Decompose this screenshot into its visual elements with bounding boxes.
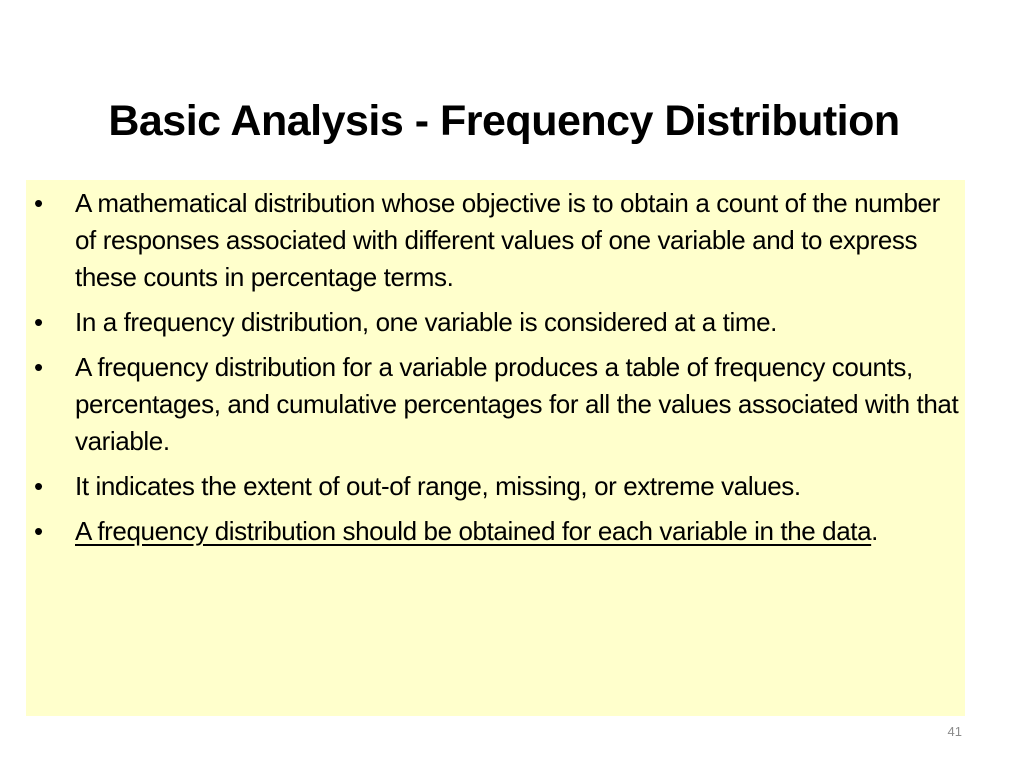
bullet-icon: • [34, 516, 43, 546]
bullet-text: A mathematical distribution whose objective is to obtain a count of the number of responses associated with different values of one variable and to express these counts in percentage terms. [75, 188, 940, 292]
bullet-list [34, 185, 959, 558]
bullet-text: It indicates the extent of out-of range, missing, or extreme values. [75, 471, 801, 501]
bullet-icon: • [34, 307, 43, 337]
bullet-icon: • [34, 352, 43, 382]
bullet-icon: • [34, 471, 43, 501]
bullet-item [34, 185, 959, 296]
bullet-item [34, 513, 959, 550]
bullet-item [34, 468, 959, 505]
bullet-text-underlined: A frequency distribution should be obtained for each variable in the data [75, 516, 872, 546]
bullet-item [34, 304, 959, 341]
bullet-item [34, 349, 959, 460]
bullet-trailing-period: . [871, 516, 878, 546]
content-box [26, 180, 965, 716]
slide-title: Basic Analysis - Frequency Distribution [108, 96, 900, 145]
bullet-icon: • [34, 188, 43, 218]
bullet-text: A frequency distribution for a variable produces a table of frequency counts, percentages, and cumulative percentages for all the values associated with that variable. [75, 352, 959, 456]
page-number: 41 [947, 724, 962, 739]
bullet-text: In a frequency distribution, one variable is considered at a time. [75, 307, 778, 337]
